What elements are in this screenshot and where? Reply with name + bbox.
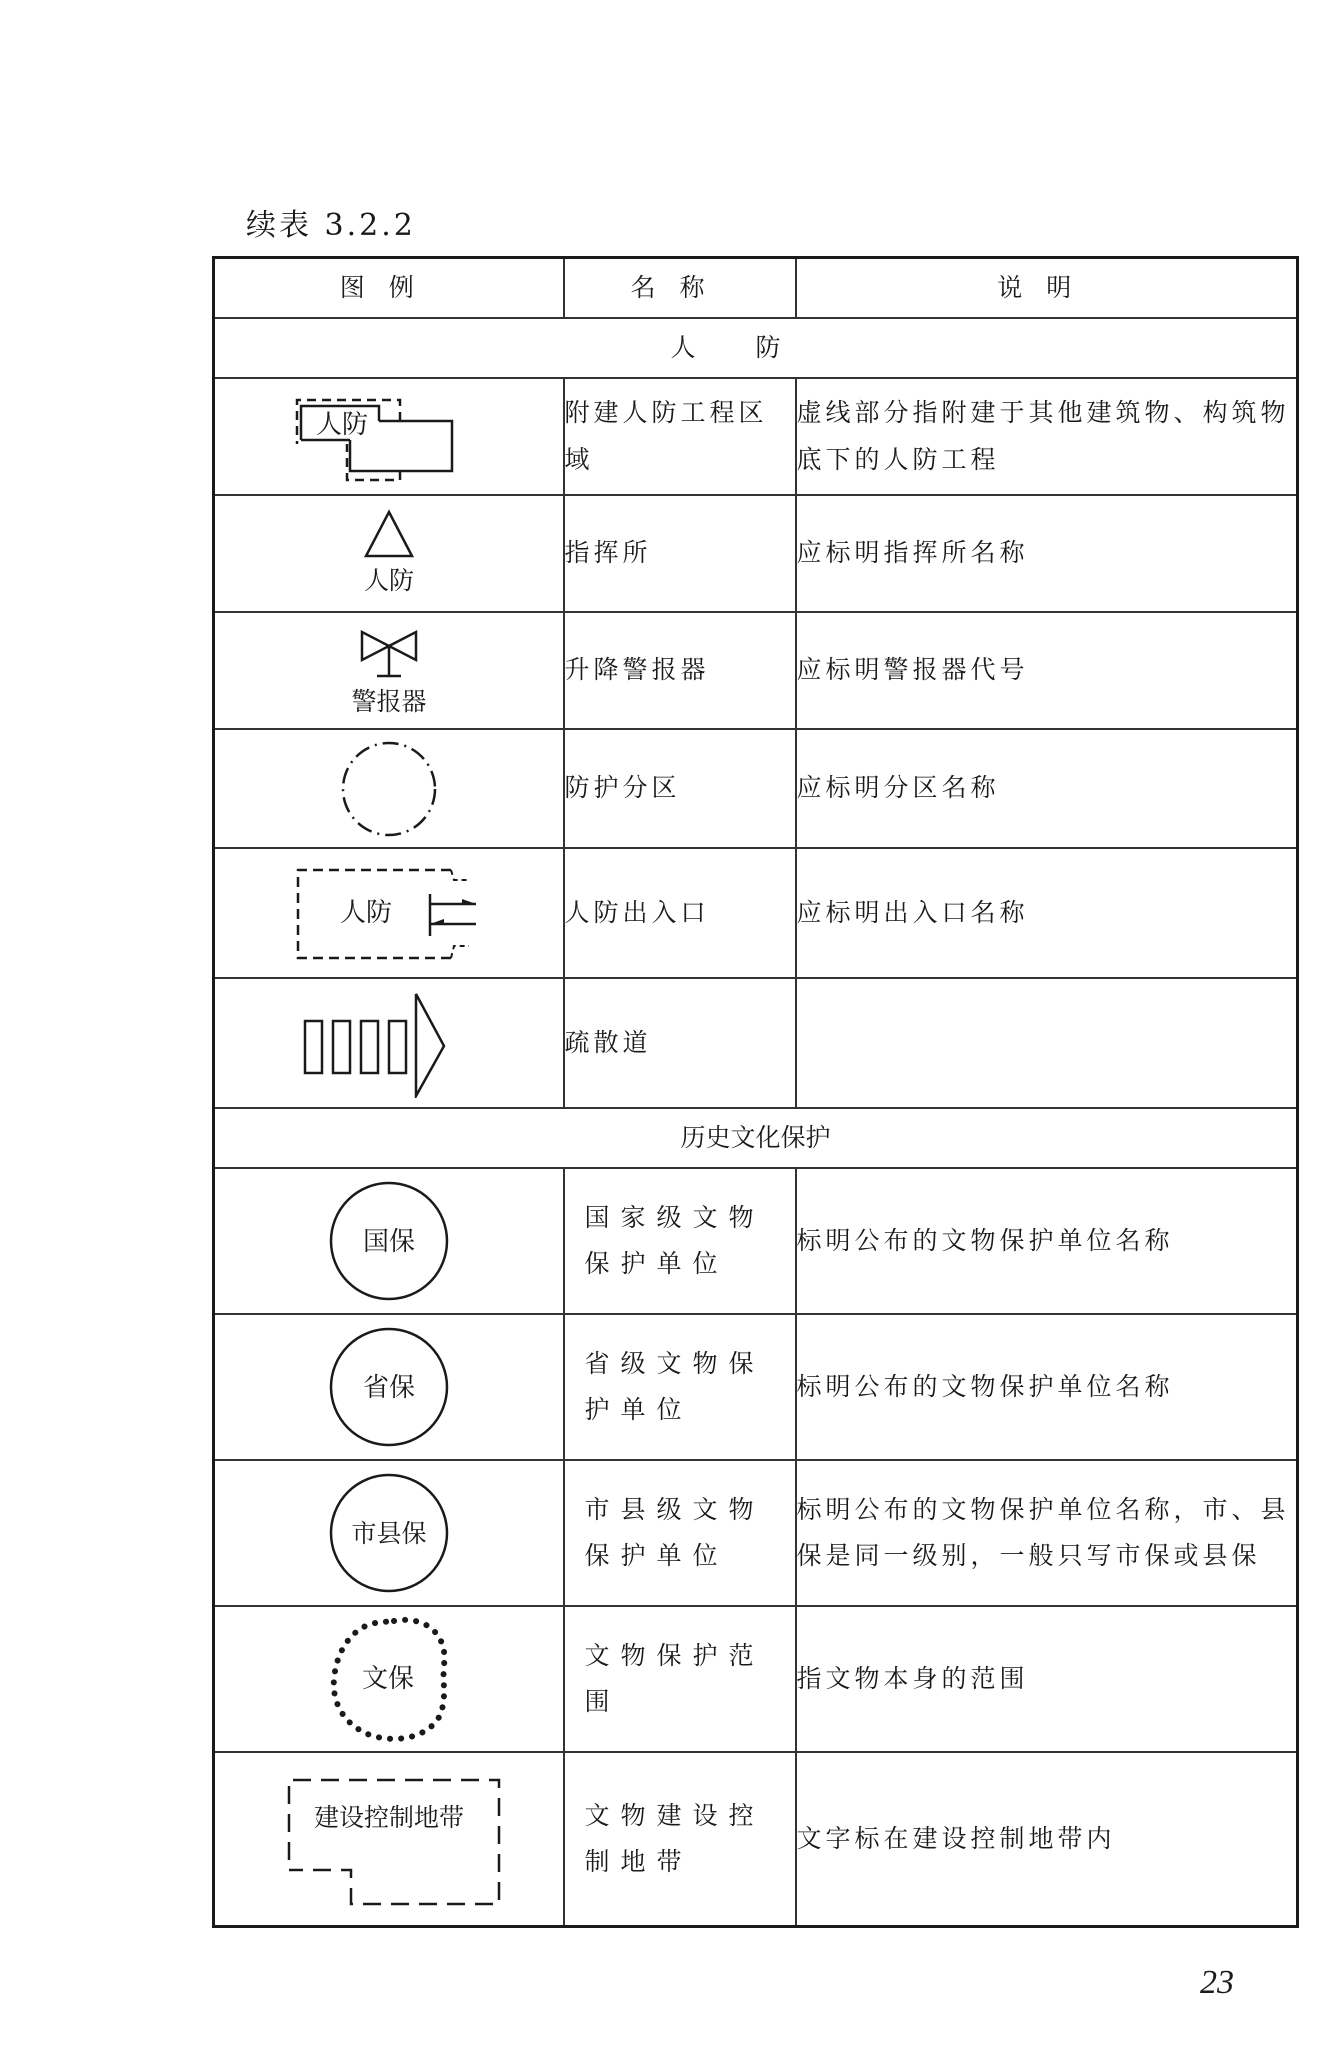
section-title: 历史文化保护 (214, 1108, 1298, 1168)
page-number: 23 (1200, 1964, 1234, 2001)
item-description: 应标明指挥所名称 (796, 495, 1298, 612)
dashed-control-zone-icon (239, 1764, 539, 1914)
symbol-cell (214, 1460, 564, 1606)
evacuation-route-icon (289, 988, 489, 1098)
header-name: 名称 (564, 258, 796, 319)
symbol-cell (214, 378, 564, 495)
item-description: 指文物本身的范围 (796, 1606, 1298, 1752)
table-row (214, 848, 1298, 978)
item-description: 虚线部分指附建于其他建筑物、构筑物底下的人防工程 (796, 378, 1298, 495)
table-row (214, 612, 1298, 729)
dotted-protection-range-icon (324, 1611, 454, 1747)
table-row (214, 978, 1298, 1108)
symbol-label: 市县保 (351, 1519, 427, 1548)
symbol-cell (214, 612, 564, 729)
item-name: 指挥所 (564, 495, 796, 612)
item-name: 文物保护范围 (564, 1606, 796, 1752)
table-row (214, 378, 1298, 495)
table-row (214, 1168, 1298, 1314)
symbol-label: 人防 (363, 565, 414, 595)
item-name: 市县级文物保护单位 (564, 1460, 796, 1606)
symbol-label: 文保 (361, 1664, 414, 1694)
attached-civil-defense-icon (259, 392, 519, 482)
symbol-label: 国保 (362, 1227, 415, 1257)
table-row (214, 1752, 1298, 1926)
symbol-cell (214, 1606, 564, 1752)
item-description: 应标明分区名称 (796, 729, 1298, 848)
symbol-label: 人防 (315, 409, 368, 440)
symbol-cell (214, 1314, 564, 1460)
item-name: 疏散道 (564, 978, 796, 1108)
symbol-label: 警报器 (351, 687, 427, 716)
table-row (214, 1606, 1298, 1752)
civil-defense-entrance-icon (254, 858, 524, 968)
legend-table (212, 256, 1299, 1928)
dash-dot-circle-icon (329, 734, 449, 844)
header-symbol: 图例 (214, 258, 564, 319)
national-protection-circle-icon (324, 1176, 454, 1306)
symbol-cell (214, 848, 564, 978)
item-name: 文物建设控制地带 (564, 1752, 796, 1926)
item-description: 应标明出入口名称 (796, 848, 1298, 978)
item-name: 防护分区 (564, 729, 796, 848)
symbol-label: 省保 (362, 1373, 415, 1403)
symbol-cell (214, 978, 564, 1108)
item-description: 标明公布的文物保护单位名称 (796, 1314, 1298, 1460)
item-description: 标明公布的文物保护单位名称，市、县保是同一级别，一般只写市保或县保 (796, 1460, 1298, 1606)
table-row (214, 495, 1298, 612)
section-title: 人防 (214, 318, 1298, 378)
item-name: 国家级文物保护单位 (564, 1168, 796, 1314)
item-description (796, 978, 1298, 1108)
symbol-cell (214, 495, 564, 612)
symbol-cell (214, 1752, 564, 1926)
symbol-label: 建设控制地带 (313, 1802, 464, 1832)
item-name: 人防出入口 (564, 848, 796, 978)
table-row (214, 1314, 1298, 1460)
item-name: 附建人防工程区域 (564, 378, 796, 495)
item-name: 升降警报器 (564, 612, 796, 729)
item-description: 应标明警报器代号 (796, 612, 1298, 729)
table-header-row (214, 258, 1298, 319)
item-description: 文字标在建设控制地带内 (796, 1752, 1298, 1926)
header-description: 说明 (796, 258, 1298, 319)
symbol-cell (214, 729, 564, 848)
command-post-triangle-icon (309, 504, 469, 604)
table-caption: 续表 3.2.2 (246, 208, 416, 243)
table-row (214, 1460, 1298, 1606)
siren-icon (309, 618, 469, 723)
section-row-heritage (214, 1108, 1298, 1168)
city-county-protection-circle-icon (324, 1468, 454, 1598)
symbol-cell (214, 1168, 564, 1314)
table-row (214, 729, 1298, 848)
symbol-label: 人防 (339, 898, 392, 928)
item-description: 标明公布的文物保护单位名称 (796, 1168, 1298, 1314)
section-row-civil-defense (214, 318, 1298, 378)
provincial-protection-circle-icon (324, 1322, 454, 1452)
item-name: 省级文物保护单位 (564, 1314, 796, 1460)
